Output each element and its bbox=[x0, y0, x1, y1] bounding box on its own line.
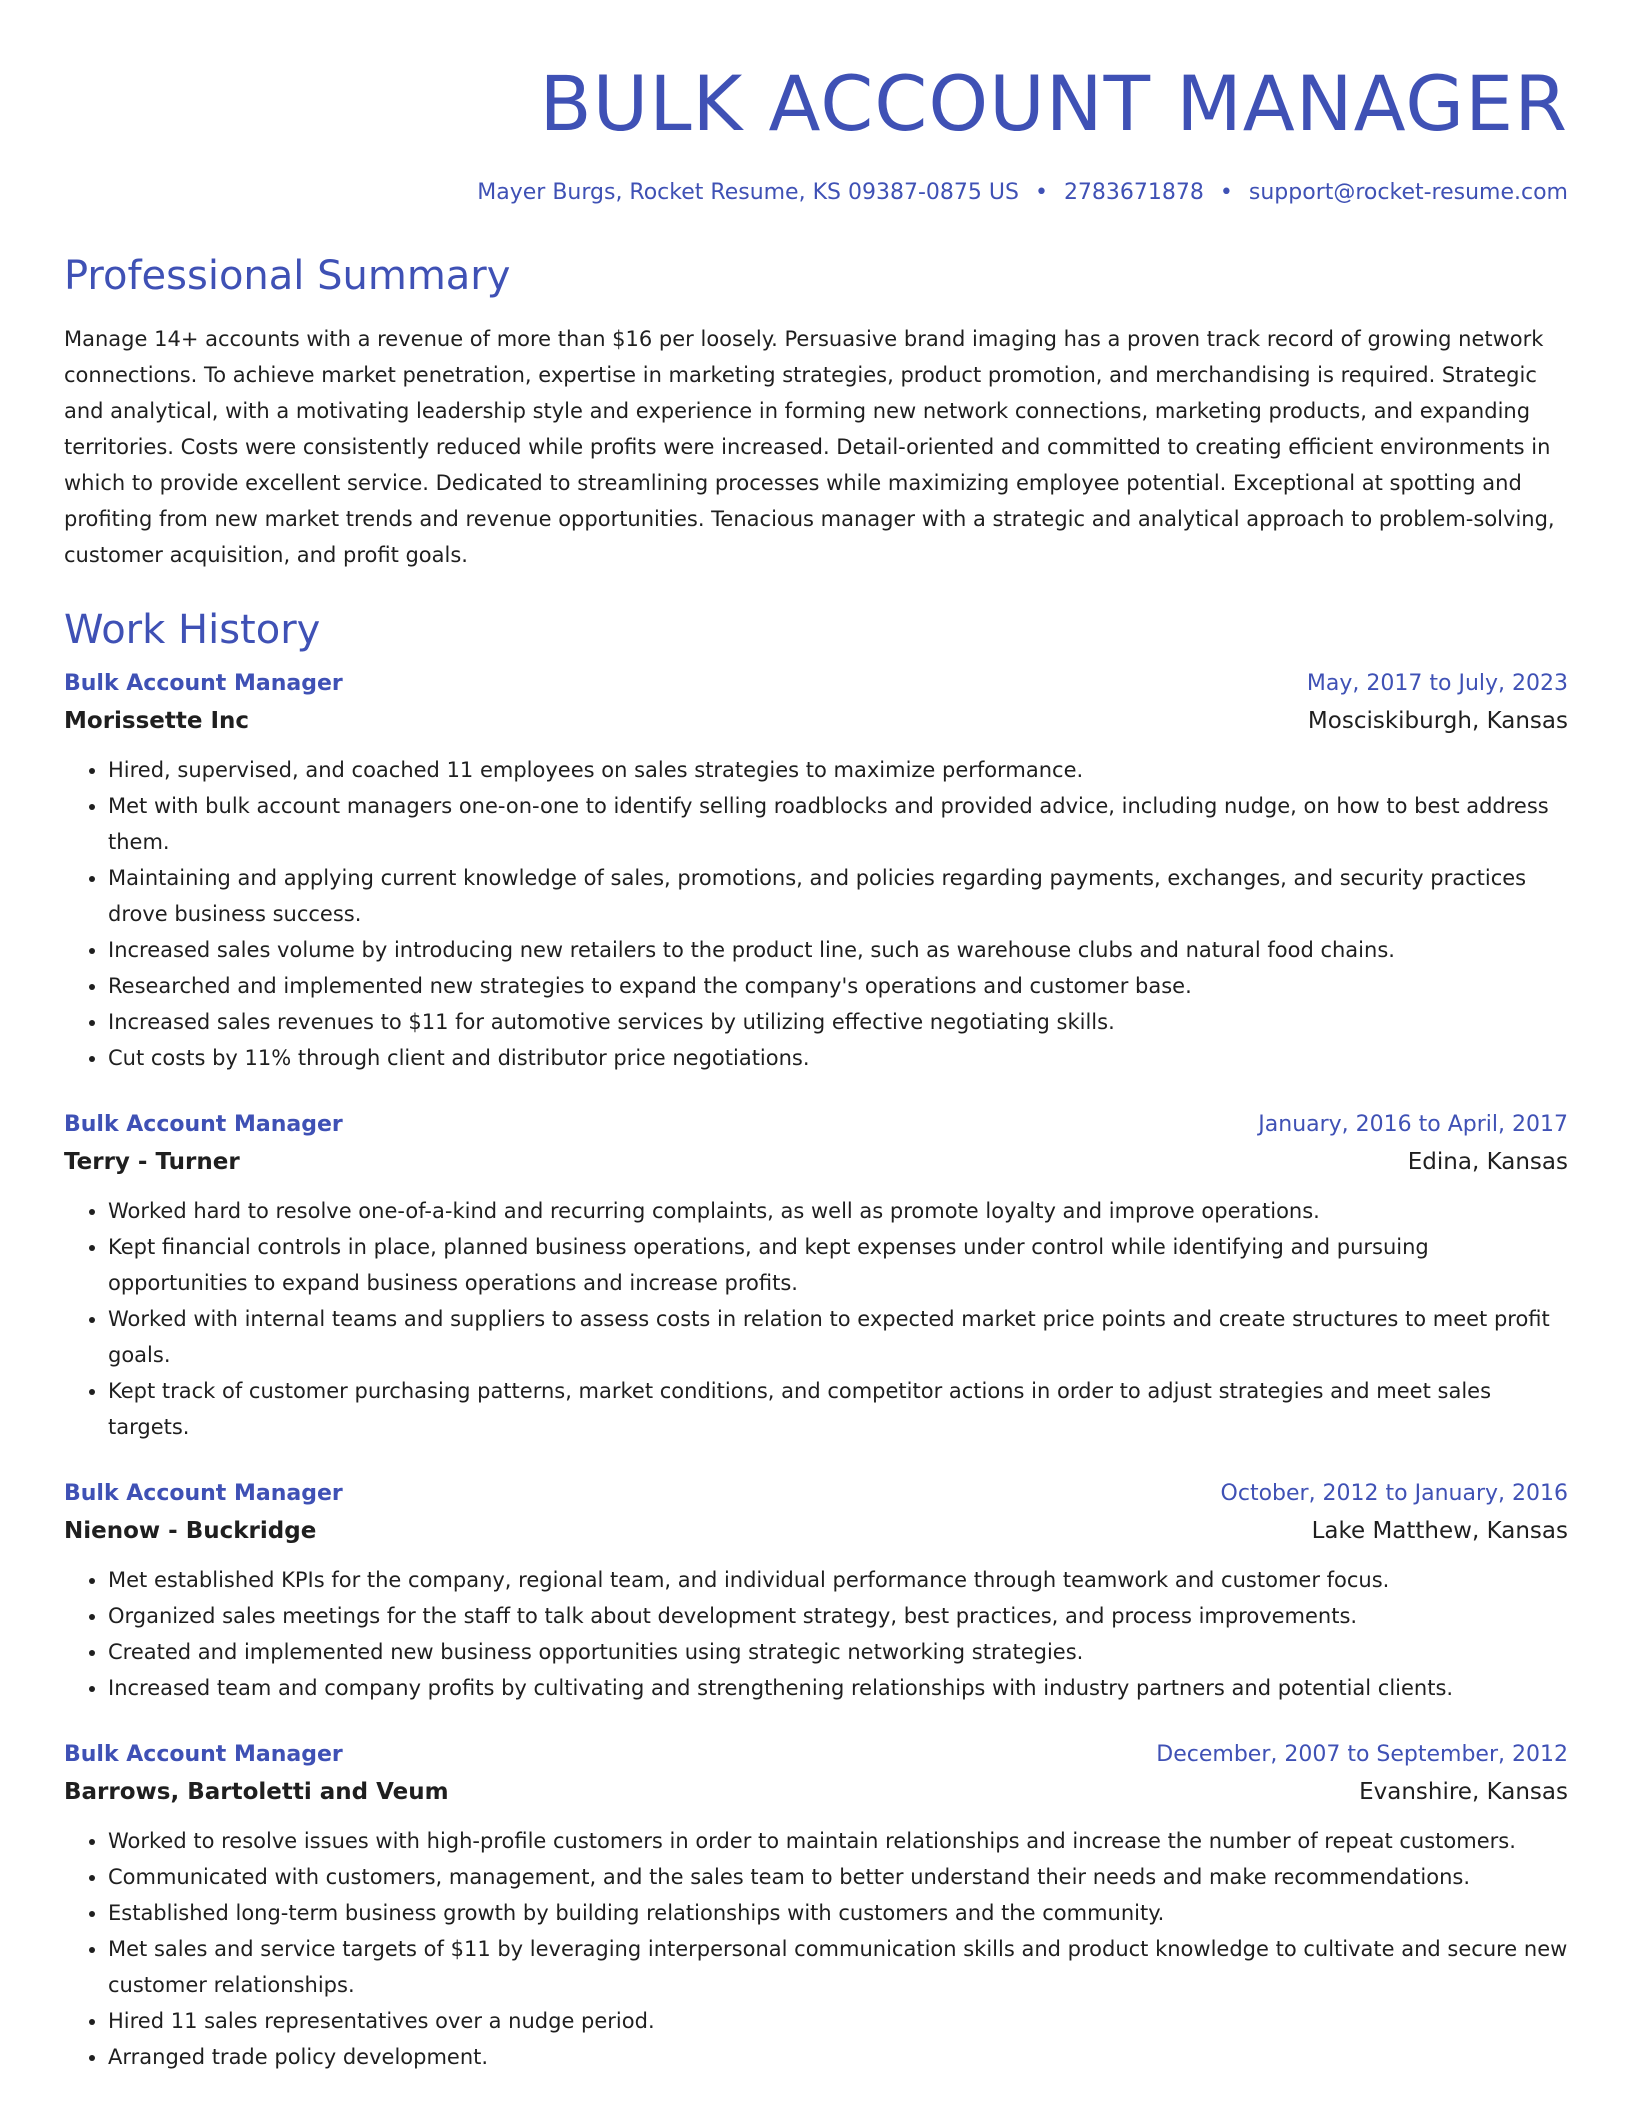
job-location: Evanshire, Kansas bbox=[1359, 1779, 1568, 1805]
job-bullet: • Cut costs by 11% through client and distributor price negotiations. bbox=[108, 1040, 1568, 1076]
job-header-row bbox=[64, 1742, 1568, 1767]
job-location: Lake Matthew, Kansas bbox=[1311, 1518, 1568, 1544]
job-title: Bulk Account Manager bbox=[64, 671, 343, 696]
job-bullet: • Worked to resolve issues with high-profile customers in order to maintain relationships and increase the number of repeat customers. bbox=[108, 1823, 1568, 1859]
job-company-row bbox=[64, 1779, 1568, 1805]
contact-line bbox=[64, 180, 1568, 205]
job-bullet: • Increased team and company profits by cultivating and strengthening relationships with industry partners and potential clients. bbox=[108, 1670, 1568, 1706]
job-dates: January, 2016 to April, 2017 bbox=[1258, 1112, 1568, 1137]
job-dates: May, 2017 to July, 2023 bbox=[1306, 671, 1568, 696]
job-bullets bbox=[64, 752, 1568, 1076]
work-history-heading: Work History bbox=[64, 607, 321, 653]
job-title: Bulk Account Manager bbox=[64, 1742, 343, 1767]
job-company: Nienow - Buckridge bbox=[64, 1518, 317, 1544]
job-bullet: • Worked with internal teams and suppliers to assess costs in relation to expected market price points and create structures to meet profit goals. bbox=[108, 1301, 1568, 1373]
job-header-row bbox=[64, 1481, 1568, 1506]
job-company: Morissette Inc bbox=[64, 708, 250, 734]
job-bullet: • Established long-term business growth by building relationships with customers and the community. bbox=[108, 1895, 1568, 1931]
job-company: Barrows, Bartoletti and Veum bbox=[64, 1779, 449, 1805]
contact-email: support@rocket-resume.com bbox=[1248, 180, 1568, 205]
contact-phone: 2783671878 bbox=[1063, 180, 1204, 205]
job-bullet: • Researched and implemented new strategies to expand the company's operations and customer base. bbox=[108, 968, 1568, 1004]
job-dates: October, 2012 to January, 2016 bbox=[1220, 1481, 1568, 1506]
work-history-list bbox=[64, 671, 1568, 2075]
job-bullet: • Hired, supervised, and coached 11 employees on sales strategies to maximize performance. bbox=[108, 752, 1568, 788]
job-location: Edina, Kansas bbox=[1407, 1149, 1568, 1175]
job-bullet: • Created and implemented new business opportunities using strategic networking strategies. bbox=[108, 1634, 1568, 1670]
contact-address: Mayer Burgs, Rocket Resume, KS 09387-0875 US bbox=[477, 180, 1019, 205]
job-bullet: • Maintaining and applying current knowledge of sales, promotions, and policies regarding payments, exchanges, and security practices drove business success. bbox=[108, 860, 1568, 932]
job-bullets bbox=[64, 1193, 1568, 1445]
job-bullet: • Met with bulk account managers one-on-one to identify selling roadblocks and provided advice, including nudge, on how to best address them. bbox=[108, 788, 1568, 860]
job-bullet: • Arranged trade policy development. bbox=[108, 2039, 1568, 2075]
job-title: Bulk Account Manager bbox=[64, 1481, 343, 1506]
job-entry bbox=[64, 1112, 1568, 1445]
job-bullet: • Kept track of customer purchasing patterns, market conditions, and competitor actions in order to adjust strategies and meet sales targets. bbox=[108, 1373, 1568, 1445]
job-title: Bulk Account Manager bbox=[64, 1112, 343, 1137]
job-location: Mosciskiburgh, Kansas bbox=[1307, 708, 1568, 734]
job-bullet: • Worked hard to resolve one-of-a-kind and recurring complaints, as well as promote loyalty and improve operations. bbox=[108, 1193, 1568, 1229]
job-bullet: • Increased sales revenues to $11 for automotive services by utilizing effective negotiating skills. bbox=[108, 1004, 1568, 1040]
job-company-row bbox=[64, 1518, 1568, 1544]
job-bullet: • Organized sales meetings for the staff to talk about development strategy, best practices, and process improvements. bbox=[108, 1598, 1568, 1634]
job-bullet: • Kept financial controls in place, planned business operations, and kept expenses under control while identifying and pursuing opportunities to expand business operations and increase profits. bbox=[108, 1229, 1568, 1301]
contact-separator: • bbox=[1219, 180, 1233, 205]
summary-text: Manage 14+ accounts with a revenue of more than $16 per loosely. Persuasive brand imaging has a proven track record of growing network connections. To achieve market penetration, expertise in marketing strategies, product promotion, and merchandising is required. Strategic and analytical, with a motivating leadership style and experience in forming new network connections, marketing products, and expanding territories. Costs were consistently reduced while profits were increased. Detail-oriented and committed to creating efficient environments in which to provide excellent service. Dedicated to streamlining processes while maximizing employee potential. Exceptional at spotting and profiting from new market trends and revenue opportunities. Tenacious manager with a strategic and analytical approach to problem-solving, customer acquisition, and profit goals. bbox=[64, 327, 1555, 567]
job-bullet: • Communicated with customers, management, and the sales team to better understand their needs and make recommendations. bbox=[108, 1859, 1568, 1895]
job-entry bbox=[64, 671, 1568, 1076]
job-entry bbox=[64, 1481, 1568, 1706]
job-bullet: • Met established KPIs for the company, regional team, and individual performance through teamwork and customer focus. bbox=[108, 1562, 1568, 1598]
contact-separator: • bbox=[1034, 180, 1048, 205]
job-entry bbox=[64, 1742, 1568, 2075]
job-bullet: • Hired 11 sales representatives over a nudge period. bbox=[108, 2003, 1568, 2039]
summary-heading: Professional Summary bbox=[64, 253, 511, 299]
job-bullet: • Met sales and service targets of $11 by leveraging interpersonal communication skills and product knowledge to cultivate and secure new customer relationships. bbox=[108, 1931, 1568, 2003]
resume-name: BULK ACCOUNT MANAGER bbox=[539, 59, 1568, 148]
job-bullets bbox=[64, 1562, 1568, 1706]
job-dates: December, 2007 to September, 2012 bbox=[1156, 1742, 1568, 1767]
job-bullet: • Increased sales volume by introducing new retailers to the product line, such as warehouse clubs and natural food chains. bbox=[108, 932, 1568, 968]
job-header-row bbox=[64, 1112, 1568, 1137]
job-company-row bbox=[64, 1149, 1568, 1175]
job-company: Terry - Turner bbox=[64, 1149, 240, 1175]
job-header-row bbox=[64, 671, 1568, 696]
job-company-row bbox=[64, 708, 1568, 734]
job-bullets bbox=[64, 1823, 1568, 2075]
